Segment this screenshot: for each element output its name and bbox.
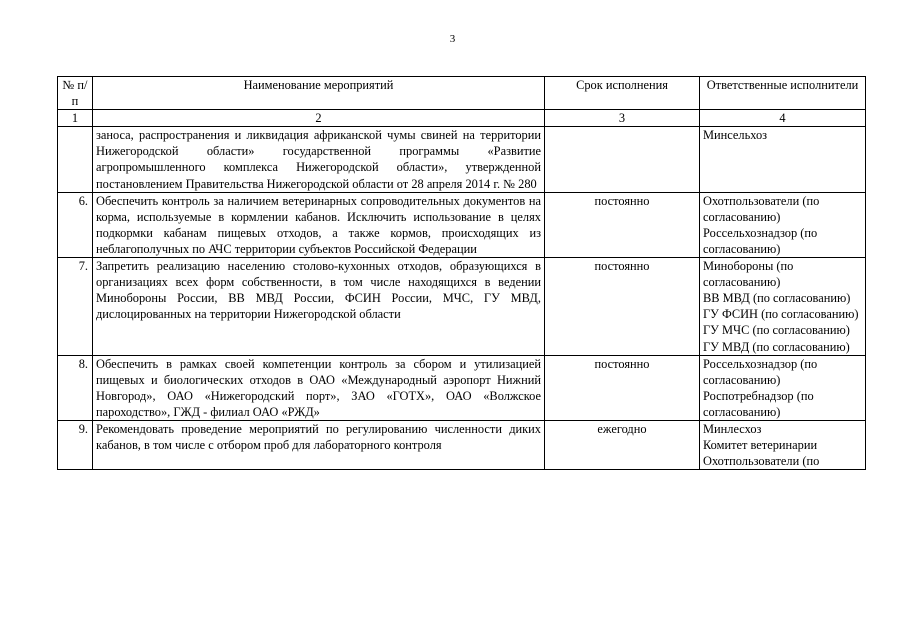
measure-description: Запретить реализацию населению столово-кухонных отходов, образующихся в организациях всех форм собственности, в том числе находящихся в ведении Минобороны России, ВВ МВД России, ФСИН России, МЧС, ГУ МВД, дислоцированных на территории Нижегородской области [93, 258, 545, 356]
row-number: 8. [58, 355, 93, 420]
header-responsible: Ответственные исполнители [700, 77, 866, 110]
header-name: Наименование мероприятий [93, 77, 545, 110]
term-cell: постоянно [545, 258, 700, 356]
header-term: Срок исполнения [545, 77, 700, 110]
responsible-line: согласованию) [703, 241, 781, 256]
responsible-line: согласованию) [703, 209, 781, 224]
column-number-row [58, 110, 866, 127]
responsible-line: ГУ ФСИН (по согласованию) [703, 307, 859, 322]
responsible-cell [700, 127, 866, 192]
responsible-line: Минсельхоз [703, 128, 768, 143]
term-cell: ежегодно [545, 420, 700, 469]
responsible-line: Роспотребнадзор (по [703, 388, 814, 403]
measures-table [57, 76, 866, 470]
column-number: 1 [58, 110, 93, 127]
responsible-cell [700, 192, 866, 257]
table-row [58, 420, 866, 469]
responsible-line: Охотпользователи (по [703, 454, 820, 469]
measure-description: Обеспечить в рамках своей компетенции контроль за сбором и утилизацией пищевых и биологических отходов в ОАО «Международный аэропорт Нижний Новгород», ОАО «Нижегородский порт», ЗАО «ГОТХ», ОАО «Волжское пароходство», ГЖД - филиал ОАО «РЖД» [93, 355, 545, 420]
responsible-line: ВВ МВД (по согласованию) [703, 291, 851, 306]
measure-description: заноса, распространения и ликвидация африканской чумы свиней на территории Нижегородской области» государственной программы «Развитие агропромышленного комплекса Нижегородской области», утвержденной постановлением Правительства Нижегородской области от 28 апреля 2014 г. № 280 [93, 127, 545, 192]
responsible-cell [700, 355, 866, 420]
term-cell: постоянно [545, 192, 700, 257]
responsible-line: Комитет ветеринарии [703, 438, 818, 453]
responsible-line: Россельхознадзор (по [703, 225, 818, 240]
table-row [58, 258, 866, 356]
responsible-cell [700, 258, 866, 356]
row-number: 9. [58, 420, 93, 469]
row-number: 7. [58, 258, 93, 356]
measure-description: Обеспечить контроль за наличием ветеринарных сопроводительных документов на корма, используемые в кормлении кабанов. Исключить использование в целях подкормки кабанам пищевых отходов, а также кормов, происходящих из неблагополучных по АЧС территории субъектов Российской Федерации [93, 192, 545, 257]
column-number: 3 [545, 110, 700, 127]
measure-description: Рекомендовать проведение мероприятий по регулированию численности диких кабанов, в том числе с отбором проб для лабораторного контроля [93, 420, 545, 469]
responsible-line: Минлесхоз [703, 421, 762, 436]
page-number: 3 [449, 33, 456, 45]
term-cell [545, 127, 700, 192]
responsible-line: Минобороны (по согласованию) [703, 259, 794, 290]
column-number: 2 [93, 110, 545, 127]
row-number [58, 127, 93, 192]
table-row [58, 127, 866, 192]
table-row [58, 355, 866, 420]
responsible-line: ГУ МЧС (по согласованию) [703, 323, 850, 338]
row-number: 6. [58, 192, 93, 257]
term-cell: постоянно [545, 355, 700, 420]
column-number: 4 [700, 110, 866, 127]
table-header-row [58, 77, 866, 110]
responsible-line: согласованию) [703, 372, 781, 387]
responsible-line: Россельхознадзор (по [703, 356, 818, 371]
responsible-line: ГУ МВД (по согласованию) [703, 339, 850, 354]
table-row [58, 192, 866, 257]
responsible-line: согласованию) [703, 404, 781, 419]
responsible-cell [700, 420, 866, 469]
responsible-line: Охотпользователи (по [703, 193, 820, 208]
header-num: № п/п [58, 77, 93, 110]
